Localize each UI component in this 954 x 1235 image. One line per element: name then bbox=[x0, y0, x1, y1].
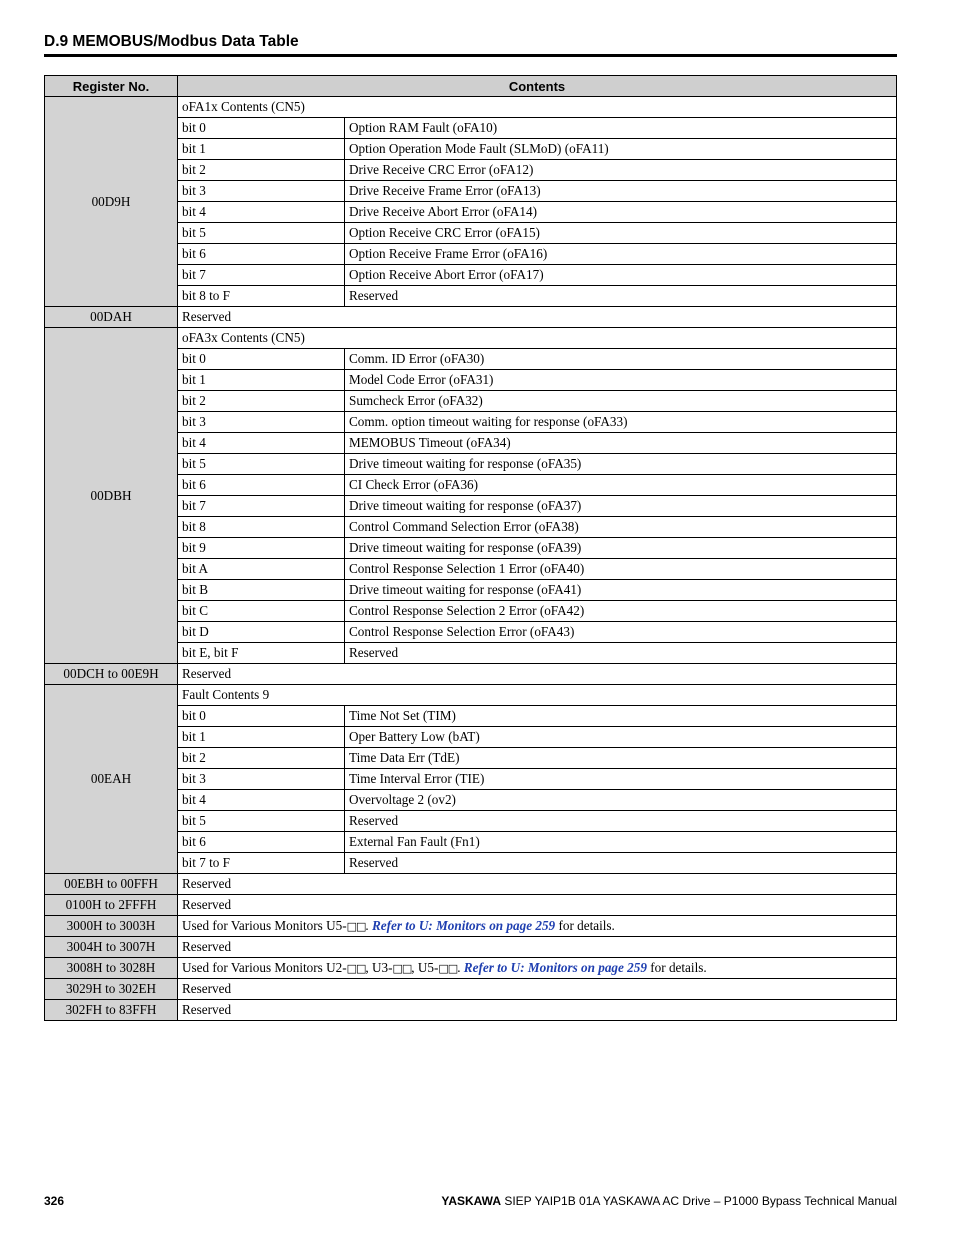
description-cell: CI Check Error (oFA36) bbox=[345, 475, 897, 496]
bit-cell: bit 3 bbox=[178, 412, 345, 433]
contents-cell bbox=[178, 958, 897, 979]
register-cell: 00D9H bbox=[45, 97, 178, 307]
bit-cell: bit 5 bbox=[178, 223, 345, 244]
bit-cell: bit D bbox=[178, 622, 345, 643]
description-cell: Drive Receive CRC Error (oFA12) bbox=[345, 160, 897, 181]
register-cell: 3000H to 3003H bbox=[45, 916, 178, 937]
contents-text: , U5- bbox=[411, 959, 439, 975]
table-row bbox=[45, 307, 897, 328]
description-cell: Reserved bbox=[345, 853, 897, 874]
bit-cell: bit 7 bbox=[178, 496, 345, 517]
bit-cell: bit C bbox=[178, 601, 345, 622]
register-cell: 302FH to 83FFH bbox=[45, 1000, 178, 1021]
placeholder-boxes: □□ bbox=[392, 961, 412, 975]
description-cell: Drive timeout waiting for response (oFA35) bbox=[345, 454, 897, 475]
register-cell: 3004H to 3007H bbox=[45, 937, 178, 958]
header-contents: Contents bbox=[178, 76, 897, 97]
contents-text: for details. bbox=[555, 917, 615, 933]
description-cell: Option RAM Fault (oFA10) bbox=[345, 118, 897, 139]
bit-cell: bit 4 bbox=[178, 202, 345, 223]
bit-cell: bit 5 bbox=[178, 454, 345, 475]
table-row bbox=[45, 979, 897, 1000]
register-cell: 3008H to 3028H bbox=[45, 958, 178, 979]
bit-cell: bit B bbox=[178, 580, 345, 601]
bit-cell: bit 2 bbox=[178, 391, 345, 412]
contents-cell: Reserved bbox=[178, 664, 897, 685]
contents-text: . bbox=[365, 917, 372, 933]
bit-cell: bit 1 bbox=[178, 727, 345, 748]
bit-cell: bit 3 bbox=[178, 181, 345, 202]
table-row bbox=[45, 664, 897, 685]
description-cell: Overvoltage 2 (ov2) bbox=[345, 790, 897, 811]
group-title-cell: Fault Contents 9 bbox=[178, 685, 897, 706]
description-cell: Time Interval Error (TIE) bbox=[345, 769, 897, 790]
description-cell: MEMOBUS Timeout (oFA34) bbox=[345, 433, 897, 454]
manual-footer bbox=[441, 1194, 897, 1208]
contents-text: for details. bbox=[646, 959, 707, 975]
bit-cell: bit 1 bbox=[178, 370, 345, 391]
description-cell: Drive timeout waiting for response (oFA41) bbox=[345, 580, 897, 601]
description-cell: Reserved bbox=[345, 811, 897, 832]
table-row bbox=[45, 1000, 897, 1021]
table-row bbox=[45, 874, 897, 895]
bit-cell: bit 0 bbox=[178, 706, 345, 727]
bit-cell: bit 1 bbox=[178, 139, 345, 160]
table-body bbox=[45, 97, 897, 1021]
bit-cell: bit 0 bbox=[178, 349, 345, 370]
register-cell: 0100H to 2FFFH bbox=[45, 895, 178, 916]
description-cell: Comm. option timeout waiting for response (oFA33) bbox=[345, 412, 897, 433]
group-title-cell: oFA1x Contents (CN5) bbox=[178, 97, 897, 118]
monitors-reference-link[interactable]: Refer to U: Monitors on page 259 bbox=[463, 959, 647, 975]
description-cell: Drive timeout waiting for response (oFA37) bbox=[345, 496, 897, 517]
section-title: D.9 MEMOBUS/Modbus Data Table bbox=[44, 33, 897, 57]
description-cell: Reserved bbox=[345, 643, 897, 664]
register-cell: 00EBH to 00FFH bbox=[45, 874, 178, 895]
register-cell: 00DCH to 00E9H bbox=[45, 664, 178, 685]
description-cell: Drive Receive Frame Error (oFA13) bbox=[345, 181, 897, 202]
description-cell: Control Response Selection Error (oFA43) bbox=[345, 622, 897, 643]
bit-cell: bit 7 to F bbox=[178, 853, 345, 874]
bit-cell: bit 4 bbox=[178, 790, 345, 811]
table-row bbox=[45, 97, 897, 118]
description-cell: Option Receive Frame Error (oFA16) bbox=[345, 244, 897, 265]
description-cell: Reserved bbox=[345, 286, 897, 307]
group-title-cell: oFA3x Contents (CN5) bbox=[178, 328, 897, 349]
description-cell: Oper Battery Low (bAT) bbox=[345, 727, 897, 748]
register-cell: 00DAH bbox=[45, 307, 178, 328]
description-cell: Model Code Error (oFA31) bbox=[345, 370, 897, 391]
register-cell: 00EAH bbox=[45, 685, 178, 874]
contents-cell: Reserved bbox=[178, 937, 897, 958]
table-row bbox=[45, 328, 897, 349]
table-row bbox=[45, 685, 897, 706]
contents-text: Used for Various Monitors U2- bbox=[182, 959, 347, 975]
bit-cell: bit E, bit F bbox=[178, 643, 345, 664]
description-cell: Option Receive CRC Error (oFA15) bbox=[345, 223, 897, 244]
table-row bbox=[45, 895, 897, 916]
placeholder-boxes: □□ bbox=[346, 961, 366, 975]
contents-text: Used for Various Monitors U5- bbox=[182, 917, 347, 933]
contents-text: , U3- bbox=[365, 959, 393, 975]
contents-cell: Reserved bbox=[178, 895, 897, 916]
bit-cell: bit 8 to F bbox=[178, 286, 345, 307]
manual-title: SIEP YAIP1B 01A YASKAWA AC Drive – P1000 Bypass Technical Manual bbox=[501, 1194, 897, 1208]
bit-cell: bit 7 bbox=[178, 265, 345, 286]
header-register-no: Register No. bbox=[45, 76, 178, 97]
description-cell: Drive timeout waiting for response (oFA39) bbox=[345, 538, 897, 559]
description-cell: Drive Receive Abort Error (oFA14) bbox=[345, 202, 897, 223]
placeholder-boxes: □□ bbox=[438, 961, 458, 975]
bit-cell: bit A bbox=[178, 559, 345, 580]
table-row bbox=[45, 937, 897, 958]
contents-text: . bbox=[457, 959, 464, 975]
bit-cell: bit 6 bbox=[178, 832, 345, 853]
bit-cell: bit 4 bbox=[178, 433, 345, 454]
contents-cell: Reserved bbox=[178, 307, 897, 328]
contents-cell bbox=[178, 916, 897, 937]
description-cell: Option Receive Abort Error (oFA17) bbox=[345, 265, 897, 286]
brand-name: YASKAWA bbox=[441, 1194, 501, 1208]
table-row bbox=[45, 916, 897, 937]
bit-cell: bit 6 bbox=[178, 475, 345, 496]
bit-cell: bit 5 bbox=[178, 811, 345, 832]
description-cell: Control Response Selection 1 Error (oFA40) bbox=[345, 559, 897, 580]
placeholder-boxes: □□ bbox=[346, 919, 366, 933]
description-cell: External Fan Fault (Fn1) bbox=[345, 832, 897, 853]
bit-cell: bit 2 bbox=[178, 160, 345, 181]
table-header-row bbox=[45, 76, 897, 97]
bit-cell: bit 0 bbox=[178, 118, 345, 139]
description-cell: Sumcheck Error (oFA32) bbox=[345, 391, 897, 412]
description-cell: Comm. ID Error (oFA30) bbox=[345, 349, 897, 370]
contents-cell: Reserved bbox=[178, 979, 897, 1000]
description-cell: Time Not Set (TIM) bbox=[345, 706, 897, 727]
description-cell: Time Data Err (TdE) bbox=[345, 748, 897, 769]
page-number: 326 bbox=[44, 1194, 65, 1208]
monitors-reference-link[interactable]: Refer to U: Monitors on page 259 bbox=[371, 917, 556, 933]
table-row bbox=[45, 958, 897, 979]
description-cell: Control Response Selection 2 Error (oFA42) bbox=[345, 601, 897, 622]
bit-cell: bit 6 bbox=[178, 244, 345, 265]
bit-cell: bit 3 bbox=[178, 769, 345, 790]
description-cell: Control Command Selection Error (oFA38) bbox=[345, 517, 897, 538]
description-cell: Option Operation Mode Fault (SLMoD) (oFA11) bbox=[345, 139, 897, 160]
register-cell: 00DBH bbox=[45, 328, 178, 664]
contents-cell: Reserved bbox=[178, 1000, 897, 1021]
bit-cell: bit 2 bbox=[178, 748, 345, 769]
bit-cell: bit 8 bbox=[178, 517, 345, 538]
contents-cell: Reserved bbox=[178, 874, 897, 895]
memobus-data-table bbox=[44, 75, 897, 1021]
register-cell: 3029H to 302EH bbox=[45, 979, 178, 1000]
bit-cell: bit 9 bbox=[178, 538, 345, 559]
